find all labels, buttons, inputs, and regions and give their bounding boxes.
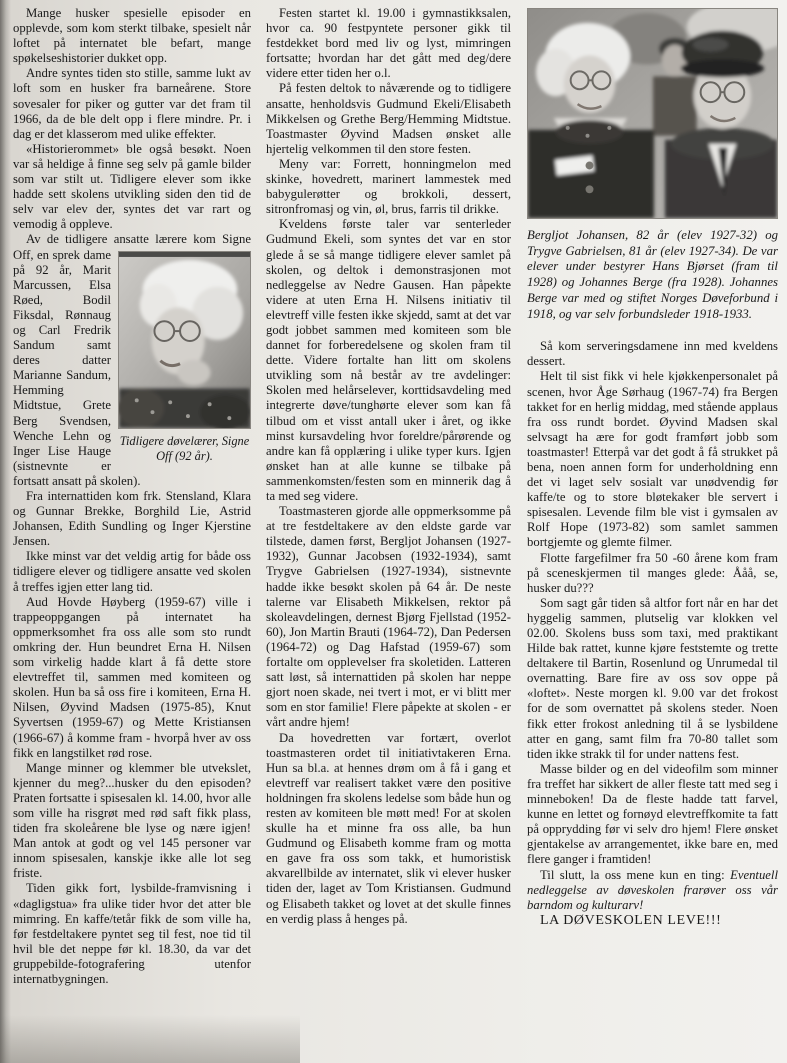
photo-caption: Bergljot Johansen, 82 år (elev 1927-32) og Trygve Gabrielsen, 81 år (elev 1927-34). De var elever under bestyrer Hans Bjørset (fram til 1928) og Johannes Berge (fra 1928). Johannes Berge var med og stiftet Norges Døveforbund i 1918, og var selv forbundsleder 1918-1933. (527, 228, 778, 321)
paragraph: Andre syntes tiden sto stille, samme lukt av loft som en husker fra barneårene. Store sovesaler for piker og gutter var det fram til 1966, da de ble delt opp i flere mindre. Pr. i dag er det klasserom med ulike effekter. (13, 66, 251, 141)
closing-emphasis: Eventuell nedleggelse av døveskolen frarøver oss vår barndom og kulturarv! (527, 867, 778, 912)
paragraph: «Historierommet» ble også besøkt. Noen var så heldige å finne seg selv på gamle bilder som var stilt ut. Tidligere elever som ikke hadde sett skolens utvikling siden den tid de selv var elev der, syntes det var rart og vemodig å oppleve. (13, 141, 251, 232)
paragraph: Da hovedretten var fortært, overlot toastmasteren ordet til initiativtakeren Erna. Hun sa bl.a. at hennes drøm om å få i gang et elevtreff var realisert takket være den positive holdningen fra skolens ledelse som både hun og resten av komiteen ble møtt med! For at skolen skulle ha et minne fra oss alle, ba hun Gudmund og Elisabeth komme fram og motta en gave fra oss som takk, et humoristisk akvarellbilde av internatet, slik vi elever husker tiden der, laget av Tom Kristiansen. Gudmund og Elisabeth takket og lovet at det skulle finnes en verdig plass å henges på. (266, 730, 511, 926)
paragraph: Aud Hovde Høyberg (1959-67) ville i trappeoppgangen på internatet ha oppmerksomhet fra oss alle som sto rundt omkring der. Hun beundret Erna H. Nilsen som virkelig hadde klart å få dette store elevtreffet til, sammen med komiteen og skolen. Hun ba så oss fire i komiteen, Erna H. Nilsen, Øyvind Madsen (1975-85), Knut Syvertsen (1959-67) og Mette Kristiansen (1966-67) å komme fram - hvorpå hver av oss fikk en langstilket rød rose. (13, 594, 251, 760)
left-column (13, 6, 251, 987)
paragraph: Masse bilder og en del videofilm som minner fra treffet har sikkert de aller fleste tatt med seg i minneboken! Da de fleste hadde tatt farvel, kunne en lettet og fornøyd elevtreffkomite ta fatt på opprydding før vi selv dro hjem! Flere ønsket gjentakelse av arrangementet, ikke bare en, med flere ganger i framtiden! (527, 761, 778, 867)
closing-lead: Til slutt, la oss mene kun en ting: (540, 867, 731, 882)
paragraph: Helt til sist fikk vi hele kjøkkenpersonalet på scenen, hvor Åge Sørhaug (1967-74) fra Bergen takket for en herlig middag, med stående applaus fra oss rundt bordet. Øyvind Madsen skal selvsagt ha ære for godt framført jobb som toastmaster! Etterpå var det godt å få strukket på bena, noen annen form for underholdning enn det vi laget selv sosialt var unødvendig før kaffe/te og to store bløtekaker ble servert i spisesalen. Levende film ble vist i gymsalen av Rolf Hope (1973-82) som samlet sammen bortgjemte og glemte filmer. (527, 369, 778, 550)
paragraph: Mange husker spesielle episoder en opplevde, som kom sterkt tilbake, spesielt når loftet på internatet ble befart, mange spøkelseshistorier dukket opp. (13, 6, 251, 66)
paragraph: Tiden gikk fort, lysbilde-framvisning i «dagligstua» fra ulike tider hvor det atter ble mimring. En kaffe/tetår fikk de som ville ha, før festdeltakere pyntet seg til fest, noe tid til hvil ble det neppe før kl. 18.30, da var det gruppebilde-fotografering utenfor internatbygningen. (13, 881, 251, 986)
paragraph: Som sagt går tiden så altfor fort når en har det hyggelig sammen, plutselig var klokken vel 02.00. Skolens buss som taxi, med praktikant Hilde bak rattet, kunne kjøre feststemte og trette deltakere til Bartin, Rosenlund og Unrumedal til overnatting. Bare fire av oss sov oppe på «loftet». Neste morgen kl. 9.00 var det frokost for de som overnattet på skolens steder. Noen fikk etter frokost anledning til å se lysbildene atter en gang, samt film fra 70-80 tallet som tiden ikke strakk til for under nattens fest. (527, 595, 778, 761)
slogan-line: LA DØVESKOLEN LEVE!!! (540, 912, 722, 928)
paragraph: Så kom serveringsdamene inn med kveldens dessert. (527, 339, 778, 369)
paragraph: Toastmasteren gjorde alle oppmerksomme på at tre festdeltakere av den eldste garde var tilstede, damen først, Bergljot Johansen (1927-1932), Gunnar Jacobsen (1932-1934), samt Trygve Gabrielsen (1927-1934), sistnevnte hadde ikke besøkt skolen på 64 år. De neste talerne var Elisabeth Mikkelsen, rektor på skoleavdelingen, dernest Bjørg Fjellstad (1952-60), Jon Martin Brauti (1964-72), Dan Pedersen (1964-72) og Dag Hafstad (1959-67) som fortalte om opplevelser fra skoletiden. Latteren satt løst, så internattiden på skolen har neppe gjort noen skade, nei tvert i mot, er vi blitt mer som en stor familie! Flere påpekte at skolen - er vårt andre hjem! (266, 504, 511, 730)
paragraph: På festen deltok to nåværende og to tidligere ansatte, henholdsvis Gudmund Ekeli/Elisabeth Mikkelsen og Grethe Berg/Hemming Midtstue. Toastmaster Øyvind Madsen ønsket alle hjertelig velkommen til den store festen. (266, 81, 511, 156)
closing-paragraph (527, 868, 778, 913)
bergljot-trygve-photo (527, 8, 778, 219)
paragraph-lead: Av de tidligere ansatte lærere kom Signe (26, 232, 251, 247)
photo-figure-signe-off (118, 251, 251, 464)
signe-off-portrait-photo (118, 251, 251, 429)
paragraph: Meny var: Forrett, honningmelon med skinke, hovedrett, marinert lammestek med babygulerøtter og brokkoli, dessert, sitronfromasj og vin, øl, brus, farris til drikke. (266, 156, 511, 217)
photo-caption: Tidligere døvelærer, Signe Off (92 år). (119, 433, 250, 463)
paragraph: Festen startet kl. 19.00 i gymnastikksalen, hvor ca. 90 festpyntete personer gikk til festdekket bord med liv og lyst, mimringen fortsatte; hvordan har det gått med deg/dere videre etter tiden her o.l. (266, 6, 511, 81)
paragraph: Fra internattiden kom frk. Stensland, Klara og Gunnar Brekke, Borghild Lie, Astrid Johansen, Edith Sundling og Inger Kjerstine Jensen. (13, 489, 251, 549)
paragraph: Ikke minst var det veldig artig for både oss tidligere elever og tidligere ansatte ved skolen å treffes igjen etter lang tid. (13, 549, 251, 594)
spacer (527, 322, 778, 339)
photo-figure-bergljot-trygve (527, 8, 778, 322)
paragraph: Flotte fargefilmer fra 50 -60 årene kom fram på sceneskjermen til manges glede: Ååå, se, husker du??? (527, 550, 778, 595)
paragraph-with-photo (13, 232, 251, 489)
right-column (527, 6, 778, 928)
paragraph: Kveldens første taler var senterleder Gudmund Ekeli, som syntes det var en stor glede å se så mange tidligere elever samlet på skolen, og deltok i demonstrasjonen mot nedleggelse av Nedre Gausen. Han påpekte videre at uten Erna H. Nilsens initiativ til elevtreff ville festen ikke skjedd, samt at det var godt jobbet sammen med komiteen som ble dannet for forberedelsene og skolen fram til dette. Videre fortalte han litt om skolens utvikling som nå består av tre avdelinger: Skolen med helårselever, korttidsavdeling med integrerte døve/tunghørte elever som kan få tilbud om et visst antall uker i året, og ikke minst kursavdeling hvor foreldre/pårørende og andre kan få opplæring i ulike typer kurs. Igjen ønsket han at alle kunne se tilbake på sammenkomsten/festen som en minnerik dag å ta med seg videre. (266, 217, 511, 503)
scan-bottom-shadow (0, 1015, 300, 1063)
middle-column (266, 6, 511, 927)
scan-edge-shadow (0, 0, 11, 1063)
paragraph: Mange minner og klemmer ble utvekslet, kjenner du meg?...husker du den episoden? Praten fortsatte i spisesalen kl. 14.00, hvor alle som ville ha risgrøt med rød saft fikk plass, tiden fra skoleårene ble lyse og nære igjen! Man antok at godt og vel 145 personer var innom spisesalen, kanskje ikke alle lot seg friste. (13, 760, 251, 881)
paragraph-rest: Off, en sprek dame på 92 år, Marit Marcussen, Elsa Røed, Bodil Fiksdal, Rønnaug og Carl Fredrik Sandum samt deres datter Marianne Sandum, Hemming Midtstue, Grete Berg Svendsen, Wenche Lehn og Inger Lise Hauge (sistnevnte er fortsatt ansatt på skolen). (13, 247, 141, 488)
